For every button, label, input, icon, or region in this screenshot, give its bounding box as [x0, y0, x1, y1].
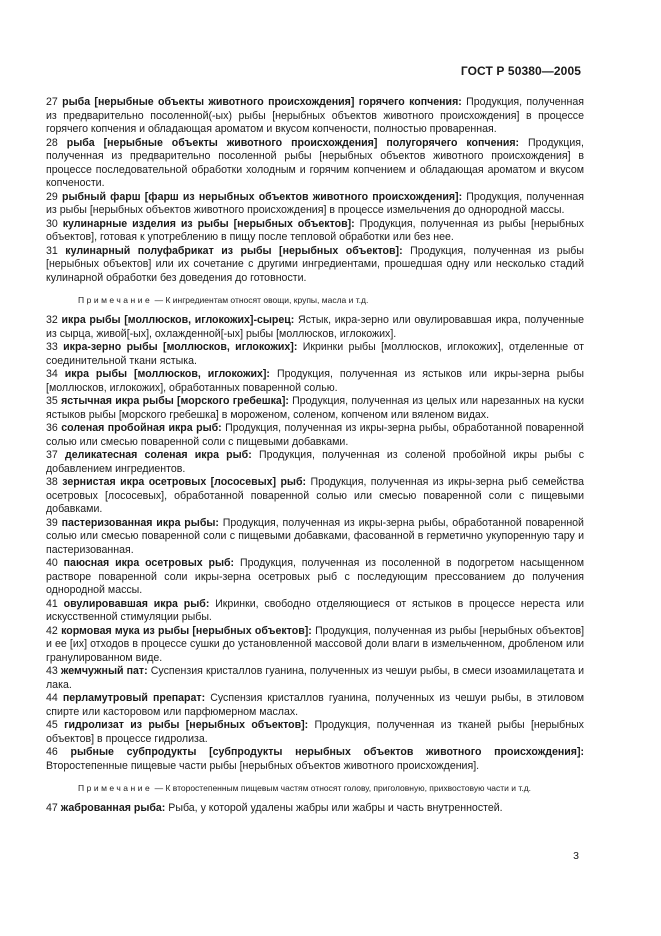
term-number: 33: [46, 341, 58, 353]
term-definition: Продукция, полученная из рыбы [нерыбных объектов] и ее [их] отходов в процессе сушки до установленной массовой доли влаги в измельченном, дробленом или гранулированном виде.: [46, 624, 585, 664]
terms-group-c: [46, 802, 584, 816]
term-name: икра рыбы [моллюсков, иглокожих]-сырец:: [61, 314, 295, 326]
term-definition: Продукция, полученная из тканей рыбы [нерыбных объектов] в процессе гидролиза.: [46, 719, 584, 745]
term-definition: Суспензия кристаллов гуанина, полученных из чешуи рыбы, в этиловом спирте или касторовом или парфюмерном маслах.: [46, 692, 584, 718]
term-number: 46: [46, 746, 58, 758]
term-entry: [46, 137, 584, 191]
term-definition: Продукция, полученная из рыбы [нерыбных объектов животного происхождения] в процессе измельчения до однородной массы.: [46, 190, 584, 216]
term-entry: [46, 96, 584, 137]
term-definition: Продукция, полученная из целых или нарезанных на куски ястыков рыбы [морского гребешка] в мороженом, соленом, копченом или вяленом видах.: [46, 395, 585, 421]
term-name: ястычная икра рыбы [морского гребешка]:: [61, 395, 289, 407]
term-number: 39: [46, 516, 58, 529]
term-name: кормовая мука из рыбы [нерыбных объектов]:: [61, 624, 312, 637]
term-number: 38: [46, 476, 58, 488]
note-ingredients: [78, 294, 584, 306]
terms-group-b: [46, 314, 584, 773]
term-name: рыбные субпродукты [субпродукты нерыбных объектов животного происхождения]:: [70, 746, 584, 758]
term-definition: Продукция, полученная из икры-зерна рыбы, обработанной поваренной солью или смесью поваренной соли с пищевыми добавками.: [46, 422, 584, 448]
term-definition: Продукция, полученная из соленой пробойной икры рыбы с добавлением ингредиентов.: [46, 449, 585, 475]
term-entry: [46, 625, 584, 666]
term-definition: Второстепенные пищевые части рыбы [нерыбных объектов животного происхождения].: [46, 759, 480, 772]
term-name: перламутровый препарат:: [62, 692, 206, 704]
term-entry: [46, 746, 584, 773]
term-number: 47: [46, 802, 58, 814]
term-name: пастеризованная икра рыбы:: [61, 516, 219, 529]
term-entry: [46, 665, 584, 692]
term-definition: Продукция, полученная из предварительно посоленной(-ых) рыбы [нерыбных объектов животного происхождения] в процессе горячего копчения и обладающая ароматом и вкусом копчености, полностью проваренная.: [46, 96, 585, 135]
term-definition: Продукция, полученная из рыбы [нерыбных объектов] или их сочетание с другими ингредиентами, прошедшая одну или несколько стадий кулинарной обработки без доведения до готовности.: [46, 244, 584, 284]
term-definition: Продукция, полученная из рыбы [нерыбных объектов], готовая к употреблению в пищу после тепловой обработки или без нее.: [46, 217, 584, 243]
term-definition: Продукция, полученная из икры-зерна рыбы, обработанной поваренной солью или смесью поваренной соли с пищевыми добавками, фасованной в герметично укупоренную тару и пастеризованная.: [46, 516, 584, 556]
terms-group-a: [46, 96, 584, 285]
term-number: 30: [46, 217, 58, 230]
term-entry: [46, 395, 584, 422]
term-entry: [46, 476, 584, 517]
term-name: кулинарные изделия из рыбы [нерыбных объектов]:: [62, 217, 355, 230]
term-entry: [46, 802, 584, 816]
term-definition: Ястык, икра-зерно или овулировавшая икра, полученные из сырца, живой[-ых], охлажденной[-ых] рыбы [моллюсков, иглокожих].: [46, 314, 584, 340]
term-entry: [46, 191, 584, 218]
term-name: паюсная икра осетровых рыб:: [63, 557, 235, 569]
term-number: 40: [46, 557, 58, 569]
term-name: кулинарный полуфабрикат из рыбы [нерыбных объектов]:: [65, 244, 403, 257]
term-number: 34: [46, 368, 58, 380]
term-number: 36: [46, 422, 58, 434]
term-entry: [46, 314, 584, 341]
document-body: [46, 96, 584, 816]
term-number: 35: [46, 395, 58, 407]
term-entry: [46, 517, 584, 558]
term-entry: [46, 449, 584, 476]
term-name: икра-зерно рыбы [моллюсков, иглокожих]:: [63, 341, 298, 353]
term-entry: [46, 719, 584, 746]
term-name: рыба [нерыбные объекты животного происхождения] горячего копчения:: [62, 96, 462, 108]
term-name: соленая пробойная икра рыб:: [61, 422, 222, 434]
term-name: зернистая икра осетровых [лососевых] рыб:: [62, 476, 307, 488]
term-definition: Суспензия кристаллов гуанина, полученных из чешуи рыбы, в смеси изоамилацетата и лака.: [46, 665, 584, 691]
document-code: ГОСТ Р 50380—2005: [460, 64, 581, 78]
note-secondary-parts: [46, 782, 584, 794]
note-label: Примечание: [78, 783, 153, 793]
term-entry: [46, 245, 584, 286]
term-name: рыба [нерыбные объекты животного происхождения] полугорячего копчения:: [66, 136, 520, 149]
term-entry: [46, 692, 584, 719]
term-definition: Продукция, полученная из икры-зерна рыб семейства осетровых [лососевых], обработанной поваренной солью или смесью поваренной соли с пищевыми добавками.: [46, 476, 584, 515]
term-number: 44: [46, 692, 58, 704]
note-label: Примечание: [78, 295, 153, 305]
note-text: — К ингредиентам относят овощи, крупы, масла и т.д.: [154, 295, 369, 305]
page-number: 3: [573, 850, 579, 862]
term-number: 42: [46, 624, 58, 637]
term-entry: [46, 368, 584, 395]
term-number: 31: [46, 244, 58, 257]
term-entry: [46, 557, 584, 598]
term-name: гидролизат из рыбы [нерыбных объектов]:: [64, 719, 309, 731]
term-definition: Рыба, у которой удалены жабры или жабры и часть внутренностей.: [168, 802, 503, 814]
term-definition: Продукция, полученная из ястыков или икры-зерна рыбы [моллюсков, иглокожих], обработанных поваренной солью.: [46, 368, 584, 394]
term-definition: Икринки, свободно отделяющиеся от ястыков в процессе нереста или искусственной стимуляции рыбы.: [46, 597, 584, 623]
term-definition: Продукция, полученная из предварительно посоленной рыбы [нерыбных объектов животного происхождения] в процессе последовательной обработки холодным и горячим копчением и обладающая ароматом и вкусом копчености.: [46, 136, 584, 189]
term-entry: [46, 218, 584, 245]
term-number: 27: [46, 96, 58, 108]
term-entry: [46, 422, 584, 449]
term-name: рыбный фарш [фарш из нерыбных объектов животного происхождения]:: [61, 190, 463, 203]
term-entry: [46, 341, 584, 368]
term-entry: [46, 598, 584, 625]
term-definition: Икринки рыбы [моллюсков, иглокожих], отделенные от соединительной ткани ястыка.: [46, 341, 584, 367]
term-number: 29: [46, 190, 58, 203]
term-number: 28: [46, 136, 58, 149]
term-number: 45: [46, 719, 58, 731]
term-number: 43: [46, 665, 58, 677]
term-name: овулировавшая икра рыб:: [63, 597, 210, 610]
term-name: жемчужный пат:: [60, 665, 148, 677]
term-number: 37: [46, 449, 58, 461]
term-definition: Продукция, полученная из посоленной в подогретом насыщенном растворе поваренной соли икры-зерна осетровых рыб с последующим прессованием до получения однородной массы.: [46, 557, 584, 596]
term-name: деликатесная соленая икра рыб:: [65, 449, 252, 461]
term-number: 41: [46, 597, 58, 610]
term-number: 32: [46, 314, 58, 326]
term-name: жаброванная рыба:: [60, 802, 166, 814]
note-text: — К второстепенным пищевым частям относят голову, приголовную, прихвостовую части и т.д.: [154, 783, 532, 793]
term-name: икра рыбы [моллюсков, иглокожих]:: [64, 368, 270, 380]
